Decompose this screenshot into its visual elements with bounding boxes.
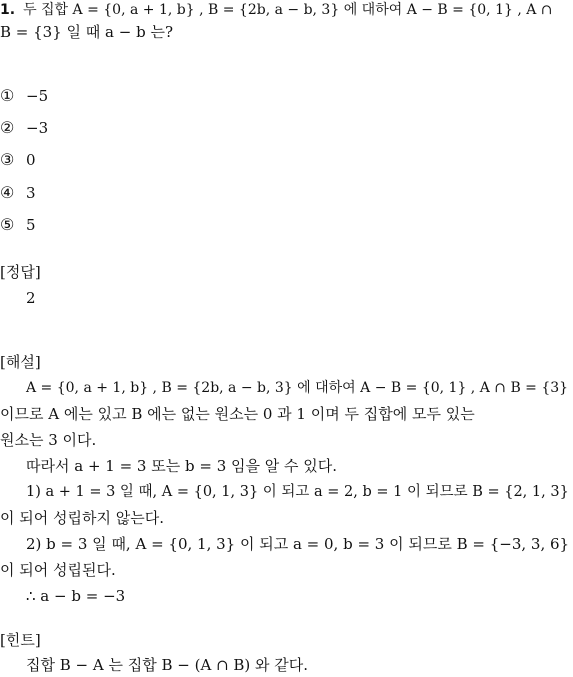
answer-label: [정답]	[0, 263, 41, 281]
choice-2[interactable]	[0, 118, 48, 138]
choice-mark: ④	[0, 183, 15, 202]
explanation-line-2: 이므로 A 에는 있고 B 에는 없는 원소는 0 과 1 이며 두 집합에 모두 있는	[0, 405, 475, 423]
explanation-line-4: 따라서 a + 1 = 3 또는 b = 3 임을 알 수 있다.	[26, 457, 338, 475]
answer-value: 2	[26, 289, 36, 307]
choice-value: 0	[26, 151, 36, 169]
explanation-line-6: 이 되어 성립하지 않는다.	[0, 509, 164, 527]
choice-mark: ③	[0, 150, 15, 169]
choice-1[interactable]	[0, 86, 48, 106]
choice-5[interactable]	[0, 215, 36, 235]
question-number: 1.	[0, 2, 16, 18]
choice-value: −3	[26, 119, 49, 137]
question-line-1	[0, 0, 553, 20]
choice-mark: ⑤	[0, 215, 15, 234]
explanation-label: [해설]	[0, 353, 41, 371]
hint-label: [힌트]	[0, 631, 41, 649]
choice-mark: ①	[0, 86, 15, 105]
choice-value: −5	[26, 87, 49, 105]
choice-3[interactable]	[0, 150, 36, 170]
explanation-conclusion: ∴ a − b = −3	[26, 587, 126, 605]
hint-text: 집합 B − A 는 집합 B − (A ∩ B) 와 같다.	[26, 656, 309, 674]
explanation-line-3: 원소는 3 이다.	[0, 431, 97, 449]
explanation-line-7: 2) b = 3 일 때, A = {0, 1, 3} 이 되고 a = 0, b = 3 이 되므로 B = {−3, 3, 6}	[26, 535, 570, 553]
choice-value: 3	[26, 184, 36, 202]
question-text-1: 두 집합 A = {0, a + 1, b} , B = {2b, a − b, 3} 에 대하여 A − B = {0, 1} , A ∩	[23, 2, 553, 18]
choice-4[interactable]	[0, 183, 36, 203]
explanation-line-8: 이 되어 성립된다.	[0, 561, 116, 579]
choice-value: 5	[26, 216, 36, 234]
explanation-line-1: A = {0, a + 1, b} , B = {2b, a − b, 3} 에 대하여 A − B = {0, 1} , A ∩ B = {3}	[26, 380, 569, 396]
question-line-2: B = {3} 일 때 a − b 는?	[0, 23, 173, 41]
choice-mark: ②	[0, 118, 15, 137]
explanation-line-5: 1) a + 1 = 3 일 때, A = {0, 1, 3} 이 되고 a = 2, b = 1 이 되므로 B = {2, 1, 3}	[26, 484, 569, 500]
